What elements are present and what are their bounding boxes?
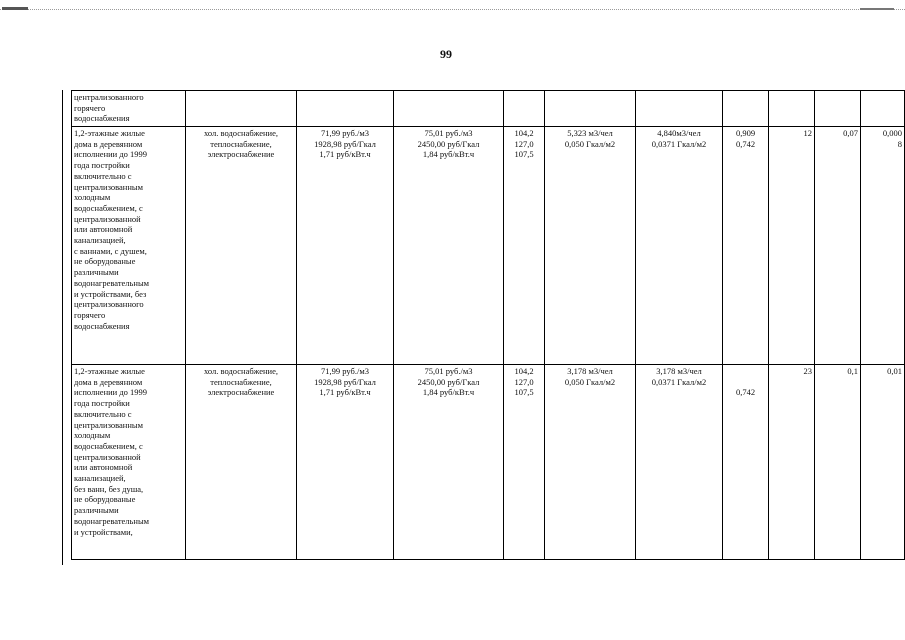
coefficient-cell: 0,909 0,742 (723, 127, 769, 365)
tariff-prev-cell (297, 91, 394, 127)
table-row (72, 365, 905, 560)
object-description-cell: 1,2-этажные жилые дома в деревянном исполнении до 1999 года постройки включительно с централизованным холодным водоснабжением, с централизованной или автономной канализацией, с ваннами, с душем, не оборудованые различными водонагревательным и устройствами, без централизованного горячего водоснабжения (72, 127, 186, 365)
index-cell: 104,2 127,0 107,5 (504, 365, 545, 560)
services-cell: хол. водоснабжение, теплоснабжение, электроснабжение (186, 365, 297, 560)
value-c-cell: 0,000 8 (861, 127, 905, 365)
coefficient-cell: 0,742 (723, 365, 769, 560)
scan-edge-line (0, 9, 905, 10)
page-number: 99 (440, 47, 452, 61)
tariff-next-cell (394, 91, 504, 127)
tariff-table (71, 90, 905, 560)
tariff-prev-cell: 71,99 руб./м3 1928,98 руб/Гкал 1,71 руб/кВт.ч (297, 365, 394, 560)
value-a-cell: 23 (769, 365, 815, 560)
services-cell (186, 91, 297, 127)
norm-current-cell: 3,178 м3/чел 0,050 Гкал/м2 (545, 365, 636, 560)
tariff-next-cell: 75,01 руб./м3 2450,00 руб/Гкал 1,84 руб/кВт.ч (394, 365, 504, 560)
norm-new-cell: 3,178 м3/чел 0,0371 Гкал/м2 (636, 365, 723, 560)
tariff-next-cell: 75,01 руб./м3 2450,00 руб/Гкал 1,84 руб/кВт.ч (394, 127, 504, 365)
value-a-cell (769, 91, 815, 127)
value-b-cell (815, 91, 861, 127)
table-row (72, 127, 905, 365)
norm-current-cell: 5,323 м3/чел 0,050 Гкал/м2 (545, 127, 636, 365)
index-cell (504, 91, 545, 127)
norm-current-cell (545, 91, 636, 127)
table-row (72, 91, 905, 127)
value-c-cell: 0,01 (861, 365, 905, 560)
scan-artifact (860, 8, 894, 10)
services-cell: хол. водоснабжение, теплоснабжение, электроснабжение (186, 127, 297, 365)
index-cell: 104,2 127,0 107,5 (504, 127, 545, 365)
norm-new-cell (636, 91, 723, 127)
left-margin-rule (62, 90, 63, 565)
value-c-cell (861, 91, 905, 127)
value-b-cell: 0,1 (815, 365, 861, 560)
value-a-cell: 12 (769, 127, 815, 365)
coefficient-cell (723, 91, 769, 127)
scan-artifact (2, 7, 28, 10)
norm-new-cell: 4,840м3/чел 0,0371 Гкал/м2 (636, 127, 723, 365)
object-description-cell: 1,2-этажные жилые дома в деревянном исполнении до 1999 года постройки включительно с централизованным холодным водоснабжением, с централизованной или автономной канализацией, без ванн, без душа, не оборудованые различными водонагревательным и устройствами, (72, 365, 186, 560)
value-b-cell: 0,07 (815, 127, 861, 365)
object-description-cell: централизованного горячего водоснабжения (72, 91, 186, 127)
tariff-prev-cell: 71,99 руб./м3 1928,98 руб/Гкал 1,71 руб/кВт.ч (297, 127, 394, 365)
